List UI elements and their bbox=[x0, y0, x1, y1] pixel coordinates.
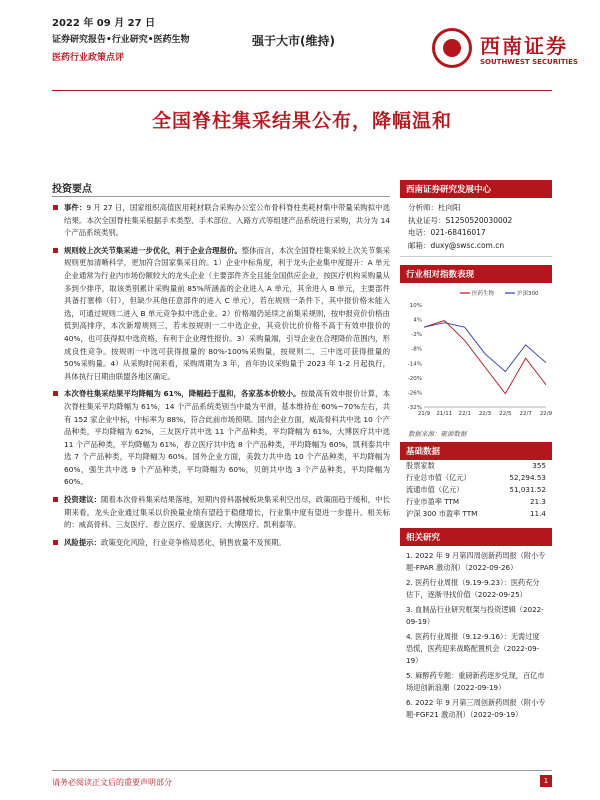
bullet-text: 整体而言，本次全国脊柱集采较上次关节集采规则更加清晰科学，更加符合国家集采目的。1）企业中标角度，利于龙头企业集中度提升：A 单元企业通常为行业内市场份额较大的龙头企业（主要部件齐全且能全国供应企业，按医疗机构采购量从多到少排序，取该类别累计采购量前 85%所涵盖的企业进入 A 单元，其余进入 B 单元，主要部件具备打塞棒（钉），但缺少其他任意部件的进入 C 单元），若在规则一条件下，其中报价格未能入选，可通过规则二进入 B 单元竞争拟中选企业。2）价格端仍延续之前集采规则，按申报竞价价格由低到高排序，本次新增规则三，若未按规则一二中选企业，其竞价比价价格不高于有效申报价的 40%，也可获得拟中选资格，有利于企业理性报价。3）采购量端，引导企业在合理降价范围内，形成良性竞争。按规则一中选可获得报量的 80%-100%采购量，按规则二、三中选可获得报量的 50%采购量。4）从采购时间来看，采购周期为 3 年，首年协议采购量于 2023 年 1-2 月起执行，具体执行日期由联盟各地区确定。 bbox=[64, 245, 390, 381]
summary-heading: 投资要点 bbox=[52, 184, 92, 195]
report-header bbox=[52, 14, 578, 84]
legend-label: 医药生物 bbox=[472, 291, 495, 297]
index-chart bbox=[400, 283, 552, 423]
y-tick-label: -8% bbox=[411, 346, 422, 353]
page-number: 1 bbox=[540, 775, 552, 787]
company-logo bbox=[432, 28, 600, 72]
index-chart-section bbox=[400, 265, 552, 442]
related-report-link[interactable]: 6. 2022 年 9 月第三周创新药周报（附小专题-FGF21 激动剂）（2022-09-19） bbox=[406, 698, 546, 719]
row-label: 行业市盈率 TTM bbox=[406, 497, 460, 506]
related-report-link[interactable]: 4. 医药行业周报（9.12-9.16）：无需过度恐慌，医药迎来战略配置机会（2022-09-19） bbox=[406, 632, 540, 665]
logo-mark-icon bbox=[432, 28, 472, 68]
summary-bullet bbox=[52, 494, 390, 532]
summary-section bbox=[52, 196, 390, 736]
basic-data-table bbox=[400, 460, 552, 520]
analyst-heading: 西南证券研究发展中心 bbox=[400, 180, 552, 198]
series-line bbox=[424, 321, 546, 394]
x-tick-label: 22/9 bbox=[539, 411, 552, 417]
bullet-lead: 事件： bbox=[64, 203, 87, 212]
chart-source: 数据来源：聚源数据 bbox=[408, 430, 467, 438]
table-row bbox=[400, 472, 552, 484]
table-row bbox=[400, 508, 552, 520]
bullet-text: 随着本次骨科集采结果落地，短期内骨科器械板块集采利空出尽，政策面趋于缓和，中长期来看，龙头企业通过集采以价换量业绩有望趋于稳健增长，行业集中度有望进一步提升。相关标的：威高骨科、三友医疗、春立医疗、爱康医疗、大博医疗、凯利泰等。 bbox=[64, 495, 390, 530]
report-type: 证券研究报告•行业研究•医药生物 bbox=[52, 35, 190, 45]
legend-label: 沪深300 bbox=[517, 291, 539, 297]
related-heading: 相关研究 bbox=[400, 528, 552, 546]
x-tick-label: 22/3 bbox=[478, 411, 492, 417]
row-label: 流通市值（亿元） bbox=[406, 485, 464, 494]
row-value: 52,294.53 bbox=[509, 473, 546, 482]
related-report-link[interactable]: 2. 医药行业周报（9.19-9.23）：医药充分估下，逐渐寻找价值（2022-09-25） bbox=[406, 578, 540, 599]
row-value: 355 bbox=[532, 461, 546, 470]
related-report-link[interactable]: 5. 麻醉药专题：重磅新药逐步兑现，百亿市场迎创新浪潮（2022-09-19） bbox=[406, 671, 545, 692]
index-chart-heading: 行业相对指数表现 bbox=[400, 265, 552, 283]
x-tick-label: 21/11 bbox=[436, 411, 453, 417]
bullet-text: 9 月 27 日，国家组织高值医用耗材联合采购办公室公布骨科脊柱类耗材集中带量采购拟中选结果。本次全国脊柱集采根据手术类型、手术部位、入路方式等组建产品系统进行采购，共分为 14 个产品系统类别。 bbox=[64, 203, 390, 238]
x-tick-label: 22/1 bbox=[458, 411, 471, 417]
header-divider bbox=[52, 90, 552, 91]
analyst-name: 分析师：杜向阳 bbox=[408, 203, 461, 212]
rating: 强于大市(维持) bbox=[252, 34, 335, 48]
bullet-lead: 风险提示： bbox=[64, 537, 101, 547]
analyst-cert: 执业证号：S1250520030002 bbox=[408, 215, 513, 225]
y-tick-label: 10% bbox=[409, 303, 422, 309]
y-tick-label: -2% bbox=[411, 332, 422, 339]
bullet-lead: 本次脊柱集采结果平均降幅为 61%，降幅趋于温和，各家基本价较小。 bbox=[64, 389, 301, 399]
page-footer bbox=[52, 770, 552, 790]
y-tick-label: -32% bbox=[407, 405, 422, 411]
x-tick-label: 21/9 bbox=[417, 411, 431, 417]
bullet-text: 按最高有效申报价计算，本次脊柱集采平均降幅为 61%，14 个产品系统类别当中最为平滑，基本维持在 60%~70%左右，共有 152 家企业中标，中标率为 88%，符合此前市场预期。国内企业方面，威高骨科共中选 10 个产品种类，平均降幅为 62%，三友医疗共中选 11 个产品种类，平均降幅为 61%，大博医疗共中选 11 个产品种类，平均降幅为 61%，春立医疗共中选 8 个产品种类，平均降幅为 60%，凯利泰共中选 7 个产品种类，平均降幅为 60%。国外企业方面，美敦力共中选 10 个产品种类，平均降幅为 60%，强生共中选 9 个产品种类，平均降幅为 60%，贝朗共中选 3 个产品种类，平均降幅为 60%。 bbox=[64, 389, 390, 487]
page-title: 全国脊柱集采结果公布，降幅温和 bbox=[151, 110, 452, 132]
row-label: 行业总市值（亿元） bbox=[406, 473, 471, 482]
report-date: 2022 年 09 月 27 日 bbox=[52, 18, 156, 29]
related-report-link[interactable]: 1. 2022 年 9 月第四周创新药周报（附小专题-FPAR 激动剂）（2022-09-26） bbox=[406, 551, 546, 572]
bullet-text: 政策变化风险，行业竞争格局恶化，销售放量不及预期。 bbox=[100, 537, 286, 547]
basic-data-heading: 基础数据 bbox=[400, 442, 552, 460]
y-tick-label: 4% bbox=[413, 317, 422, 324]
report-subtype: 医药行业政策点评 bbox=[52, 53, 125, 63]
summary-bullet bbox=[52, 245, 390, 384]
bullet-lead: 规则较上次关节集采进一步优化，利于企业合理报价。 bbox=[64, 245, 242, 255]
summary-bullet bbox=[52, 202, 390, 240]
disclaimer: 请务必阅读正文后的重要声明部分 bbox=[52, 778, 172, 787]
y-tick-label: -14% bbox=[407, 361, 422, 368]
y-tick-label: -26% bbox=[407, 390, 422, 397]
row-value: 11.4 bbox=[529, 509, 546, 518]
x-tick-label: 22/5 bbox=[499, 411, 512, 417]
bullet-lead: 投资建议： bbox=[64, 495, 102, 505]
sidebar bbox=[400, 180, 552, 728]
series-line bbox=[424, 323, 546, 372]
summary-bullet bbox=[52, 537, 390, 550]
logo-name: 西南证券 bbox=[480, 34, 568, 58]
related-report-link[interactable]: 3. 血制品行业研究框架与投资逻辑（2022-09-19） bbox=[406, 605, 544, 626]
logo-en: SOUTHWEST SECURITIES bbox=[480, 58, 578, 66]
table-row bbox=[400, 496, 552, 508]
analyst-phone: 电话：021-68416017 bbox=[408, 228, 486, 237]
analyst-email[interactable]: 邮箱：duxy@swsc.com.cn bbox=[408, 240, 505, 250]
table-row bbox=[400, 460, 552, 472]
row-value: 51,031.52 bbox=[509, 485, 546, 494]
summary-bullet bbox=[52, 388, 390, 489]
related-list bbox=[400, 546, 552, 728]
table-row bbox=[400, 484, 552, 496]
y-tick-label: -20% bbox=[407, 375, 422, 382]
row-value: 21.3 bbox=[529, 497, 546, 506]
x-tick-label: 22/7 bbox=[519, 411, 532, 417]
row-label: 沪深 300 市盈率 TTM bbox=[406, 509, 478, 518]
row-label: 股票家数 bbox=[406, 461, 435, 470]
analyst-info bbox=[400, 198, 552, 257]
